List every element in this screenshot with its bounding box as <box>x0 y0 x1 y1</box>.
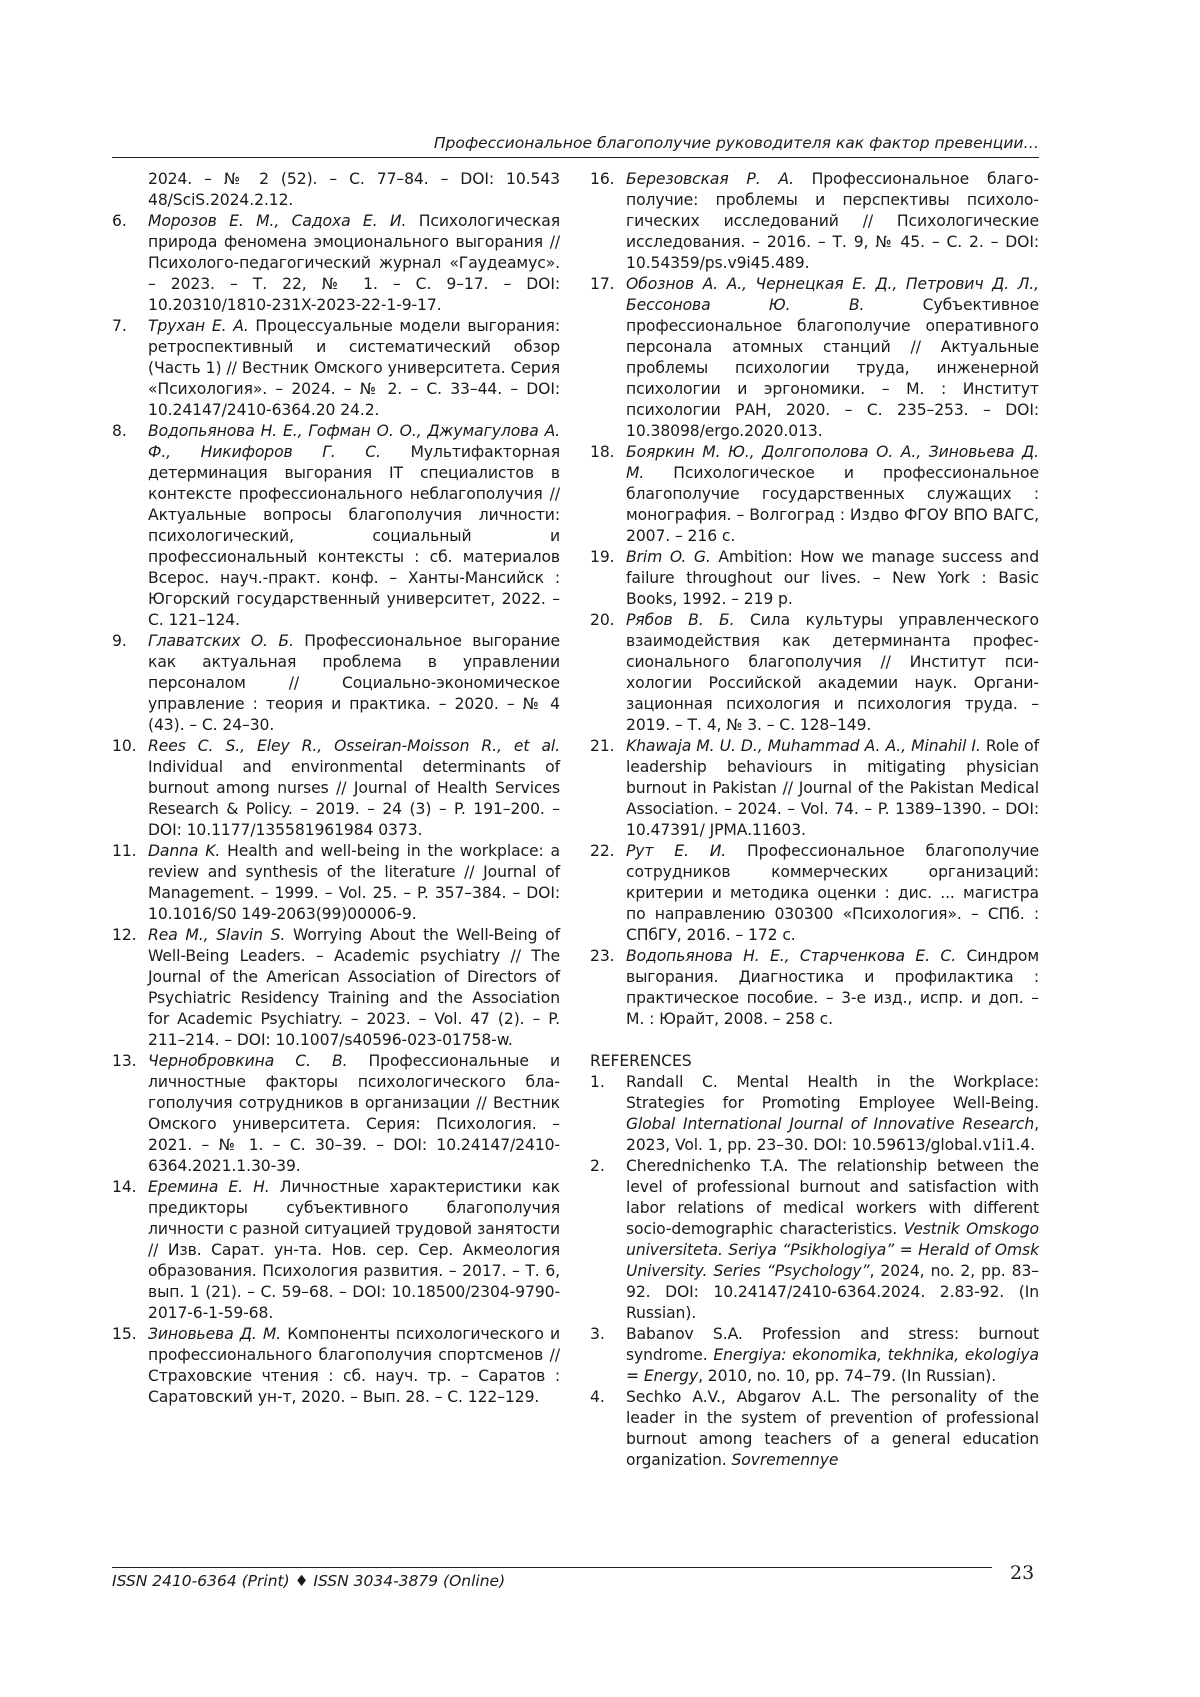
reference-entry <box>112 925 560 1051</box>
reference-entry <box>112 631 560 736</box>
reference-entry <box>590 547 1039 610</box>
reference-authors: Обознов А. А., Чернецкая Е. Д., Петрович Д. Л., Бессонова Ю. В. <box>626 275 1039 314</box>
reference-entry <box>590 610 1039 736</box>
reference-entry <box>590 946 1039 1030</box>
reference-authors: Danna K. <box>148 842 221 860</box>
reference-number: 10. <box>112 737 137 755</box>
reference-text: Sechko A.V., Abgarov A.L. The personality of the leader in the system of prevention of professional burnout among teachers of a general education organization. <box>626 1388 1039 1469</box>
english-reference-entry <box>590 1156 1039 1324</box>
reference-authors: Рут Е. И. <box>626 842 727 860</box>
reference-text: Профессиональное благополучие сотрудников коммерческих организаций: критерии и методика оценки : дис. ... магистра по направлению 030300 «Психология». – СПб. : СПбГУ, 2016. – 172 с. <box>626 842 1039 944</box>
reference-text: Role of leadership behaviours in mitigating physician burnout in Pakistan // Journal of the Pakistan Medical Association. – 2024. – Vol. 74. – P. 1389–1390. – DOI: 10.47391/ JPMA.11603. <box>626 737 1040 839</box>
footer-issn: ISSN 2410-6364 (Print) ♦ ISSN 3034-3879 (Online) <box>112 1572 506 1590</box>
reference-number: 12. <box>112 926 137 944</box>
reference-entry <box>112 316 560 421</box>
reference-authors: Трухан Е. А. <box>148 317 249 335</box>
footer-rule <box>112 1567 992 1568</box>
reference-text: 2024. – № 2 (52). – С. 77–84. – DOI: 10.543 48/SciS.2024.2.12. <box>148 170 560 209</box>
reference-number: 23. <box>590 947 615 965</box>
reference-authors: Водопьянова Н. Е., Гофман О. О., Джумагулова А. Ф., Никифоров Г. С. <box>148 422 560 461</box>
reference-text: Компоненты психологического и профессионального благополучия спортсменов // Страховские чтения : сб. науч. тр. – Саратов : Саратовский ун-т, 2020. – Вып. 28. – С. 122–129. <box>148 1325 561 1406</box>
reference-text: Сила культуры управленческого взаимодействия как детерминанта профессионального благополучия // Институт психологии Российской академии наук. Организационная психология и психология труда. – 2019. – Т. 4, № 3. – С. 128–149. <box>626 611 1039 734</box>
reference-authors: Рябов В. Б. <box>626 611 735 629</box>
reference-number: 11. <box>112 842 137 860</box>
reference-text: , 2010, no. 10, pp. 74–79. (In Russian). <box>698 1367 997 1385</box>
reference-number: 22. <box>590 842 615 860</box>
reference-authors: Rees C. S., Eley R., Osseiran-Moisson R., et al. <box>148 737 560 755</box>
reference-authors: Brim O. G. <box>626 548 711 566</box>
reference-authors: Зиновьева Д. М. <box>148 1325 282 1343</box>
reference-text: , 2023, Vol. 1, pp. 23–30. DOI: 10.59613/global.v1i1.4. <box>626 1115 1039 1154</box>
reference-entry <box>112 421 560 631</box>
left-column <box>112 169 560 1408</box>
reference-text: Профессиональное благополучие: проблемы и перспективы психологических исследований // Психологические исследования. – 2016. – Т. 9, № 45. – С. 2. – DOI: 10.54359/ps.v9i45.489. <box>626 170 1039 272</box>
reference-text: Психологическое и профессиональное благополучие государственных служащих : монография. – Волгоград : Издво ФГОУ ВПО ВАГС, 2007. – 216 с. <box>626 464 1039 545</box>
page-number: 23 <box>1010 1562 1035 1584</box>
reference-number: 13. <box>112 1052 137 1070</box>
reference-authors: Главатских О. Б. <box>148 632 294 650</box>
reference-number: 17. <box>590 275 615 293</box>
reference-entry <box>590 169 1039 274</box>
reference-entry <box>112 169 560 211</box>
reference-text: Профессиональные и личностные факторы психологического благополучия сотрудников в организации // Вестник Омского университета. Серия: Психология. – 2021. – № 1. – С. 30–39. – DOI: 10.24147/2410-6364.2021.1.30-39. <box>148 1052 560 1175</box>
reference-entry <box>590 736 1039 841</box>
reference-number: 1. <box>590 1073 605 1091</box>
reference-entry <box>112 1324 560 1408</box>
reference-entry <box>112 841 560 925</box>
references-heading: REFERENCES <box>590 1052 692 1070</box>
reference-text: Randall C. Mental Health in the Workplace: Strategies for Promoting Employee Well-Being. <box>626 1073 1039 1112</box>
header-rule <box>112 157 1039 158</box>
reference-number: 3. <box>590 1325 605 1343</box>
reference-text: Процессуальные модели выгорания: ретроспективный и систематический обзор (Часть 1) // Вестник Омского университета. Серия «Психология». – 2024. – № 2. – С. 33–44. – DOI: 10.24147/2410-6364.20 24.2. <box>148 317 560 419</box>
running-header: Профессиональное благополучие руководителя как фактор превенции… <box>433 134 1039 152</box>
reference-source: Global International Journal of Innovative Research <box>626 1115 1035 1133</box>
reference-text: Babanov S.A. Profession and stress: burnout syndrome. <box>626 1325 1039 1364</box>
reference-authors: Березовская Р. А. <box>626 170 794 188</box>
english-reference-entry <box>590 1072 1039 1156</box>
reference-entry <box>112 1051 560 1177</box>
reference-text: Cherednichenko T.A. The relationship between the level of professional burnout and satisfaction with labor relations of medical workers with different socio-demographic characteristics. <box>626 1157 1039 1238</box>
reference-text: Синдром выгорания. Диагностика и профилактика : практическое пособие. – 3-е изд., испр. и доп. – М. : Юрайт, 2008. – 258 с. <box>626 947 1040 1028</box>
reference-number: 15. <box>112 1325 137 1343</box>
reference-text: Мультифакторная детерминация выгорания IT специалистов в контексте профессионального неблагополучия // Актуальные вопросы благополучия личности: психологический, социальный и профессиональный контексты : сб. материалов Всерос. науч.-практ. конф. – Ханты-Мансийск : Югорский государственный университет, 2022. – С. 121–124. <box>148 443 560 629</box>
reference-entry <box>112 211 560 316</box>
reference-number: 9. <box>112 632 127 650</box>
reference-text: Профессиональное выгорание как актуальная проблема в управлении персоналом // Социально-экономическое управление : теория и практика. – 2020. – № 4 (43). – С. 24–30. <box>148 632 560 734</box>
reference-text: Психологическая природа феномена эмоционального выгорания // Психолого-педагогический журнал «Гаудеамус». – 2023. – Т. 22, № 1. – С. 9–17. – DOI: 10.20310/1810-231X-2023-22-1-9-17. <box>148 212 560 314</box>
reference-text: Ambition: How we manage success and failure throughout our lives. – New York : Basic Books, 1992. – 219 p. <box>626 548 1040 608</box>
reference-text: Личностные характеристики как предикторы субъективного благополучия личности с разной ситуацией трудовой занятости // Изв. Сарат. ун-та. Нов. сер. Сер. Акмеология образования. Психология развития. – 2017. – Т. 6, вып. 1 (21). – С. 59–68. – DOI: 10.18500/2304-9790-2017-6-1-59-68. <box>148 1178 560 1322</box>
reference-number: 14. <box>112 1178 137 1196</box>
reference-text: Individual and environmental determinants of burnout among nurses // Journal of Health Services Research & Policy. – 2019. – 24 (3) – P. 191–200. – DOI: 10.1177/135581961984 0373. <box>148 758 560 839</box>
reference-number: 19. <box>590 548 615 566</box>
reference-number: 2. <box>590 1157 605 1175</box>
reference-authors: Водопьянова Н. Е., Старченкова Е. С. <box>626 947 957 965</box>
reference-entry <box>112 1177 560 1324</box>
reference-text: Субъективное профессиональное благополучие оперативного персонала атомных станций // Актуальные проблемы психологии труда, инженерной психологии и эргономики. – М. : Институт психологии РАН, 2020. – С. 235–253. – DOI: 10.38098/ergo.2020.013. <box>626 296 1039 440</box>
reference-number: 8. <box>112 422 127 440</box>
reference-authors: Еремина Е. Н. <box>148 1178 270 1196</box>
reference-authors: Морозов Е. М., Садоха Е. И. <box>148 212 407 230</box>
reference-entry <box>112 736 560 841</box>
reference-number: 21. <box>590 737 615 755</box>
right-column <box>590 169 1039 1471</box>
reference-source: Energiya: ekonomika, tekhnika, ekologiya = Energy <box>626 1346 1039 1385</box>
english-reference-entry <box>590 1324 1039 1387</box>
reference-source: Vestnik Omskogo universiteta. Seriya “Psikhologiya” = Herald of Omsk University. Series “Psychology” <box>626 1220 1040 1280</box>
reference-number: 16. <box>590 170 615 188</box>
reference-entry <box>590 841 1039 946</box>
reference-text: Worrying About the Well-Being of Well-Being Leaders. – Academic psychiatry // The Journal of the American Association of Directors of Psychiatric Residency Training and the Association for Academic Psychiatry. – 2023. – Vol. 47 (2). – P. 211–214. – DOI: 10.1007/s40596-023-01758-w. <box>148 926 560 1049</box>
english-reference-entry <box>590 1387 1039 1471</box>
reference-number: 7. <box>112 317 127 335</box>
reference-number: 6. <box>112 212 127 230</box>
reference-authors: Бояркин М. Ю., Долгополова О. А., Зиновьева Д. М. <box>626 443 1039 482</box>
reference-source: Sovremennye <box>731 1451 839 1469</box>
reference-text: Health and well-being in the workplace: a review and synthesis of the literature // Journal of Management. – 1999. – Vol. 25. – P. 357–384. – DOI: 10.1016/S0 149-2063(99)00006-9. <box>148 842 560 923</box>
reference-number: 4. <box>590 1388 605 1406</box>
reference-entry <box>590 274 1039 442</box>
reference-authors: Чернобровкина С. В. <box>148 1052 348 1070</box>
reference-authors: Khawaja M. U. D., Muhammad A. A., Minahil I. <box>626 737 981 755</box>
reference-entry <box>590 442 1039 547</box>
reference-number: 18. <box>590 443 615 461</box>
reference-number: 20. <box>590 611 615 629</box>
reference-text: , 2024, no. 2, pp. 83–92. DOI: 10.24147/2410-6364.2024. 2.83-92. (In Russian). <box>626 1262 1040 1322</box>
reference-authors: Rea M., Slavin S. <box>148 926 286 944</box>
